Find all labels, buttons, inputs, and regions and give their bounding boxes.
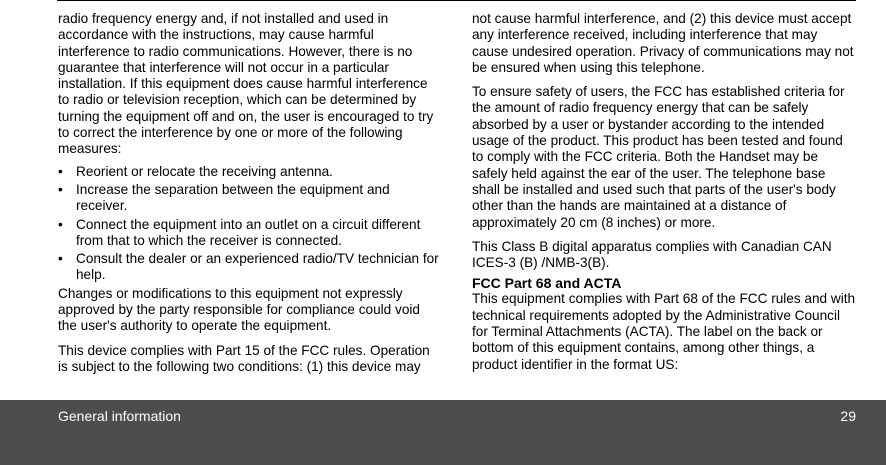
bullet-icon: •: [58, 216, 63, 232]
left-paragraph-3: This device complies with Part 15 of the FCC rules. Operation is subject to the following two conditions: (1) this device may: [58, 342, 430, 374]
page-footer: [0, 400, 886, 465]
footer-section-title: General information: [58, 408, 181, 424]
list-item-text: Reorient or relocate the receiving antenna.: [76, 163, 333, 179]
list-item: [58, 164, 442, 180]
left-paragraph-2: Changes or modifications to this equipment not expressly approved by the party responsible for compliance could void the user's authority to operate the equipment.: [58, 285, 420, 334]
list-item-text: Consult the dealer or an experienced radio/TV technician for help.: [76, 251, 439, 283]
bullet-icon: •: [58, 181, 63, 197]
left-paragraph-1: radio frequency energy and, if not installed and used in accordance with the instructions, may cause harmful interference to radio communications. However, there is no guarantee that interference will not occur in a particular installation. If this equipment does cause harmful interference to radio or television reception, which can be determined by turning the equipment off and on, the user is encouraged to try to correct the interference by one or more of the following measures:: [58, 11, 434, 157]
right-paragraph-1: not cause harmful interference, and (2) this device must accept any interference received, including interference that may cause undesired operation. Privacy of communications may not be ensured when using this telephone.: [472, 11, 854, 75]
list-item-text: Connect the equipment into an outlet on a circuit different from that to which the receiver is connected.: [76, 216, 421, 248]
bullet-icon: •: [58, 251, 63, 267]
right-paragraph-3: This Class B digital apparatus complies with Canadian CAN ICES-3 (B) /NMB-3(B).: [472, 238, 832, 271]
left-column: [58, 11, 442, 383]
list-item: [58, 217, 442, 250]
list-item: [58, 182, 442, 215]
list-item-text: Increase the separation between the equipment and receiver.: [76, 181, 390, 214]
bullet-icon: •: [58, 163, 63, 179]
header-rule: [57, 0, 856, 1]
right-paragraph-4: This equipment complies with Part 68 of the FCC rules and with technical requirements adopted by the Administrative Council for Terminal Attachments (ACTA). The label on the back or bottom of this equipment contains, among other things, a product identifier in the format US:: [472, 291, 856, 372]
page-number: 29: [840, 408, 856, 424]
section-heading: FCC Part 68 and ACTA: [472, 275, 622, 292]
right-paragraph-2: To ensure safety of users, the FCC has established criteria for the amount of radio frequency energy that can be safely absorbed by a user or bystander according to the intended usage of the product. This product has been tested and found to comply with the FCC criteria. Both the Handset may be safely held against the ear of the user. The telephone base shall be installed and used such that parts of the user's body other than the hands are maintained at a distance of approximately 20 cm (8 inches) or more.: [472, 84, 845, 230]
right-column: [472, 11, 856, 381]
list-item: [58, 251, 442, 284]
measures-list: [58, 164, 442, 284]
